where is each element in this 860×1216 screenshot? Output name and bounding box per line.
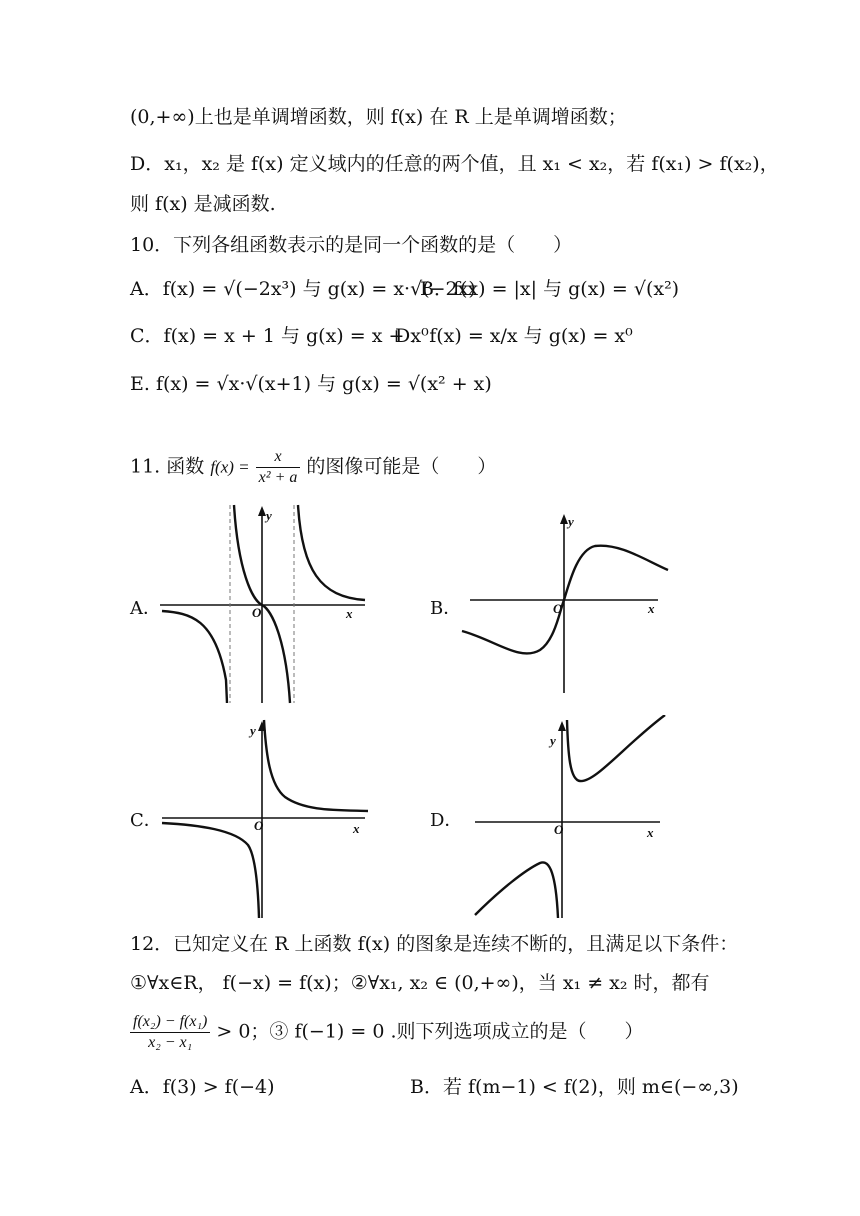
graph-d	[470, 715, 670, 920]
graph-c-curve-left	[162, 823, 259, 918]
q11-numerator: x	[256, 447, 301, 468]
graph-b-y-label: y	[568, 514, 574, 529]
q10-option-d: D．f(x) = x/x 与 g(x) = x⁰	[395, 325, 633, 347]
graph-c-curve-right	[264, 720, 368, 811]
q11-prefix: 11. 函数	[130, 455, 205, 478]
graph-a-y-label: y	[266, 508, 272, 523]
q10-option-b: B．f(x) = |x| 与 g(x) = √(x²)	[420, 278, 680, 300]
q12-fraction	[130, 1012, 210, 1053]
graph-a-x-label: x	[346, 606, 353, 621]
graph-d-y-label: y	[550, 733, 556, 748]
question-10: 10．下列各组函数表示的是同一个函数的是（ ）	[130, 234, 573, 256]
q12-option-a: A．f(3) > f(−4)	[130, 1076, 275, 1098]
graph-c-y-label: y	[250, 723, 256, 738]
option-d-text: x₁，x₂ 是 f(x) 定义域内的任意的两个值，且 x₁ < x₂，若 f(x₁) > f(x₂)，	[164, 153, 779, 175]
q12-conditions-1: ①∀x∈R， f(−x) = f(x)；②∀x₁, x₂ ∈ (0,+∞)，当 x₁ ≠ x₂ 时，都有	[130, 972, 710, 994]
graph-a-origin: O	[252, 605, 262, 620]
q11-f: f(x) =	[210, 457, 250, 477]
text-line-2	[130, 151, 779, 177]
q11-suffix: 的图像可能是（ ）	[306, 455, 497, 478]
graph-a-curve-right	[298, 505, 365, 600]
option-d-label: D．	[130, 153, 165, 175]
graph-c	[160, 715, 375, 920]
question-11	[130, 447, 496, 488]
text-line-1: (0,+∞)上也是单调增函数，则 f(x) 在 R 上是单调增函数；	[130, 106, 627, 128]
q10-option-a: A．f(x) = √(−2x³) 与 g(x) = x·√(−2x)	[130, 278, 476, 300]
q10-option-e: E. f(x) = √x·√(x+1) 与 g(x) = √(x² + x)	[130, 373, 492, 395]
graph-c-origin: O	[254, 818, 264, 833]
q10-option-c: C．f(x) = x + 1 与 g(x) = x + x⁰	[130, 325, 429, 347]
graph-b-label: B．	[430, 598, 462, 619]
graph-a	[160, 500, 375, 705]
graph-d-curve-right	[567, 715, 665, 781]
text-line-3: 则 f(x) 是减函数.	[130, 193, 276, 215]
graph-a-label: A．	[130, 598, 161, 619]
q12-numerator: f(x₂) − f(x₁)	[130, 1012, 210, 1033]
graph-b-x-label: x	[648, 601, 655, 616]
graph-c-x-label: x	[353, 821, 360, 836]
q11-fraction	[256, 447, 301, 488]
graph-b	[460, 510, 670, 695]
q12-denominator: x₂ − x₁	[148, 1034, 193, 1051]
q12-conditions-2-text: > 0；③ f(−1) = 0 .则下列选项成立的是（ ）	[216, 1020, 644, 1043]
graph-d-origin: O	[554, 822, 564, 837]
q12-conditions-2	[130, 1012, 644, 1053]
q11-denominator: x² + a	[258, 469, 298, 486]
q12-option-b: B．若 f(m−1) < f(2)，则 m∈(−∞,3)	[410, 1076, 739, 1098]
graph-a-curve-left	[162, 611, 227, 703]
graph-d-x-label: x	[647, 825, 654, 840]
graph-b-origin: O	[553, 601, 563, 616]
graph-d-curve-left	[475, 862, 558, 918]
question-12: 12．已知定义在 R 上函数 f(x) 的图象是连续不断的，且满足以下条件：	[130, 933, 739, 955]
graph-c-label: C．	[130, 810, 162, 831]
graph-d-label: D．	[430, 810, 463, 831]
